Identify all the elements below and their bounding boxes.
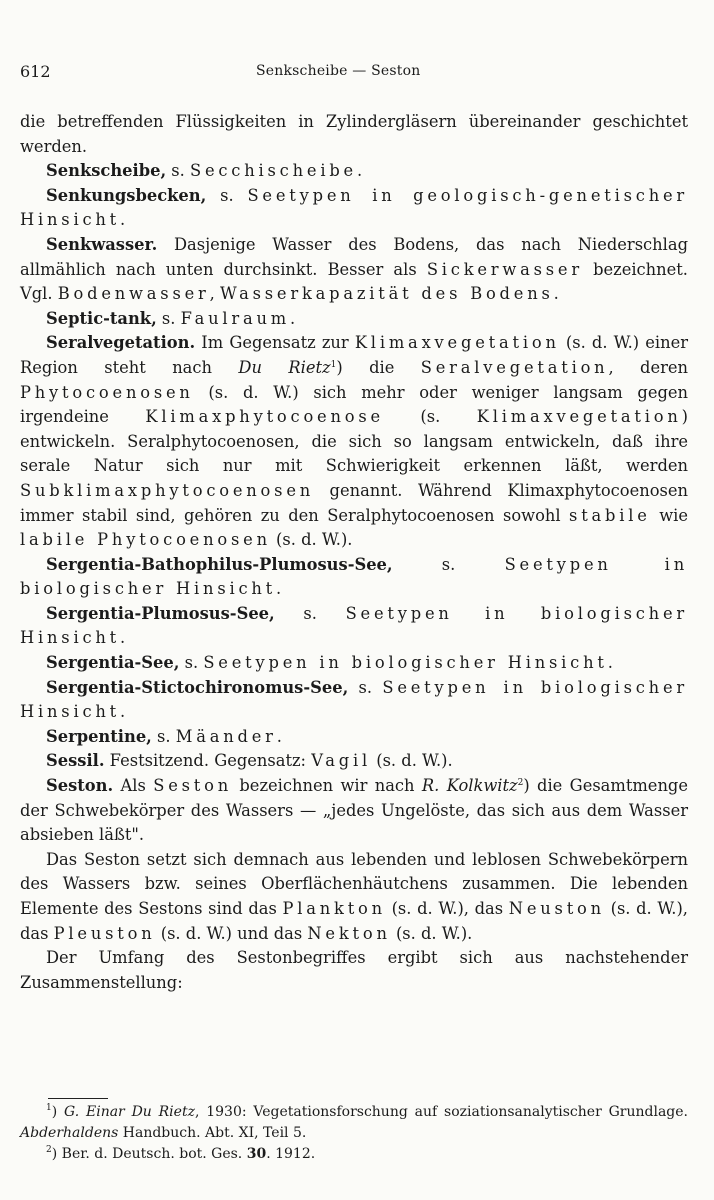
entry-end: .: [290, 308, 296, 328]
entry-end: .: [607, 653, 613, 673]
page-number: 612: [20, 62, 51, 81]
footnote-marker: 1: [330, 359, 337, 370]
headword: Sergentia-Bathophilus-Plumosus-See,: [46, 554, 393, 574]
cross-reference: Seetypen in biologischer Hinsicht: [20, 603, 688, 648]
footnote-marker: 2: [517, 778, 524, 789]
headword: Sergentia-Stictochironomus-See,: [46, 677, 349, 697]
cross-reference: Seetypen in biologischer Hinsicht: [20, 554, 688, 599]
entry-text: (s. d. W.) und das: [155, 923, 308, 943]
cross-reference: Mäander: [175, 726, 277, 746]
entry-serpentine: [20, 725, 688, 750]
see-label: s.: [179, 653, 204, 673]
headword: Sessil.: [46, 751, 105, 771]
headword: Seralvegetation.: [46, 333, 196, 353]
entry-text: (s. d. W.).: [371, 751, 453, 771]
spaced-term: labile Phytocoenosen: [20, 530, 271, 550]
entry-text: Im Gegensatz zur: [195, 333, 355, 353]
entry-seston: [20, 774, 688, 848]
footnotes: [20, 1102, 688, 1165]
entry-text: bezeichnen wir nach: [232, 776, 422, 796]
cross-reference: Neuston: [508, 899, 605, 918]
headword: Senkungsbecken,: [46, 185, 207, 205]
cross-reference: Secchischeibe: [190, 161, 357, 181]
headword: Sergentia-Plumosus-See,: [46, 603, 275, 623]
footnote-1: $^1$) G. Einar Du Rietz, 1930: Vegetationsforschung auf soziationsanalytischer Grundlage. Abderhaldens Handbuch. Abt. XI, Teil 5.: [20, 1103, 688, 1141]
body-text: [20, 110, 688, 995]
entry-sessil: [20, 749, 688, 774]
entry-senkwasser: [20, 233, 688, 307]
cross-reference: Vagil: [311, 751, 372, 771]
entry-text: (s. d. W.) sich mehr oder weniger langsam gegen irgendeine: [20, 382, 688, 427]
entry-text: Als: [113, 776, 154, 796]
headword: Seston.: [46, 776, 114, 796]
running-title: Senkscheibe — Seston: [256, 63, 421, 79]
entry-senkungsbecken: [20, 184, 688, 233]
entry-text: wie: [650, 505, 688, 525]
spaced-term: Seralvegetation: [420, 357, 609, 377]
headword: Septic-tank,: [46, 308, 157, 328]
cross-reference: Seetypen in biologischer Hinsicht: [203, 653, 608, 673]
intro-paragraph: die betreffenden Flüssigkeiten in Zylindergläsern übereinander geschichtet werden.: [20, 112, 688, 156]
entry-text: ,: [209, 284, 220, 304]
editor-name: Abderhaldens: [20, 1125, 119, 1141]
cross-reference: Wasserkapazität des Bodens: [220, 284, 554, 304]
footnote-text: , 1930: Vegetationsforschung auf soziationsanalytischer Grundlage.: [194, 1104, 688, 1120]
headword: Senkwasser.: [46, 234, 158, 254]
entry-end: .: [120, 628, 126, 648]
spaced-term: Sickerwasser: [426, 259, 583, 279]
entry-text: (s. d. W.) einer Region steht nach: [20, 333, 688, 377]
entry-text: (s. d. W.).: [390, 923, 473, 943]
entry-text: Festsitzend. Gegensatz:: [104, 751, 312, 771]
entry-text: .: [553, 284, 559, 304]
spaced-term: stabile: [569, 505, 651, 525]
entry-text: (s. d. W.), das: [385, 899, 509, 918]
entry-plumosus-see: [20, 602, 688, 651]
headword: Senkscheibe,: [46, 161, 167, 181]
cross-reference: Seetypen in geologisch-genetischer Hinsicht: [20, 185, 688, 230]
entry-text: Dasjenige Wasser des Bodens, das nach Niederschlag allmählich nach unten durchsinkt. Besser als: [20, 234, 688, 279]
footnote-2: $^2$) Ber. d. Deutsch. bot. Ges. 30. 1912.: [46, 1145, 316, 1162]
cross-reference: Nekton: [307, 923, 391, 943]
spaced-term: Seston: [153, 776, 233, 796]
footnote-text: Ber. d. Deutsch. bot. Ges.: [57, 1146, 247, 1162]
seston-paragraph-3: Der Umfang des Sestonbegriffes ergibt sich aus nachstehender Zusammenstellung:: [20, 948, 688, 992]
headword: Sergentia-See,: [46, 653, 180, 673]
entry-stictochironomus-see: [20, 676, 688, 725]
footnote-number: 1: [46, 1103, 52, 1113]
entry-text: genannt. Während Klimaxphytocoenosen immer stabil sind, gehören zu den Seralphytocoenosen sowohl: [20, 480, 688, 525]
entry-sergentia-see: [20, 651, 688, 676]
cross-reference: Bodenwasser: [57, 284, 210, 304]
footnote-text: Handbuch. Abt. XI, Teil 5.: [118, 1125, 307, 1141]
entry-end: .: [276, 726, 282, 746]
footnote-rule: [48, 1098, 108, 1099]
spaced-term: Klimaxvegetation: [476, 407, 682, 427]
entry-text: ) die Gesamtmenge der Schwebekörper des Wassers — „jedes Ungelöste, das sich aus dem Wasser absieben läßt".: [20, 776, 688, 845]
entry-end: .: [356, 161, 363, 181]
volume-number: 30: [246, 1146, 267, 1162]
see-label: s.: [206, 185, 248, 205]
see-label: s.: [156, 308, 181, 328]
entry-text: (s. d. W.).: [270, 530, 353, 550]
entry-text: (s. d. W.), das: [20, 899, 688, 943]
entry-end: .: [120, 210, 126, 230]
spaced-term: Phytocoenosen: [20, 382, 194, 402]
seston-paragraph-2: [20, 848, 688, 946]
author-name: G. Einar Du Rietz: [64, 1104, 195, 1120]
running-head: [20, 62, 690, 86]
entry-seralvegetation: [20, 331, 688, 552]
entry-text: ) die: [336, 357, 421, 377]
spaced-term: Klimaxvegetation: [354, 333, 560, 353]
author-name: Du Rietz: [238, 357, 331, 377]
entry-text: , deren: [608, 357, 689, 377]
cross-reference: Faulraum: [180, 308, 291, 328]
entry-end: .: [276, 579, 282, 599]
see-label: s.: [274, 603, 346, 623]
headword: Serpentine,: [46, 726, 152, 746]
cross-reference: Plankton: [282, 899, 386, 918]
see-label: s.: [348, 677, 383, 697]
cross-reference: Pleuston: [53, 923, 156, 943]
entry-text: (s.: [383, 407, 477, 427]
author-name: R. Kolkwitz: [421, 776, 518, 796]
see-label: s.: [166, 161, 190, 181]
footnote-text: . 1912.: [266, 1146, 316, 1162]
spaced-term: Subklimaxphytocoenosen: [20, 480, 315, 500]
entry-septic-tank: [20, 307, 688, 332]
entry-bathophilus-plumosus-see: [20, 553, 688, 602]
see-label: s.: [392, 554, 505, 574]
entry-senkscheibe: [20, 159, 688, 184]
spaced-term: Klimaxphytocoenose: [145, 407, 384, 427]
entry-text: bezeichnet. Vgl.: [20, 259, 688, 304]
entry-text: ) entwickeln. Seralphytocoenosen, die sich so langsam entwickeln, daß ihre serale Natur sich nur mit Schwierigkeit erkennen läßt, werden: [20, 407, 688, 476]
see-label: s.: [151, 726, 176, 746]
footnote-number: 2: [46, 1145, 52, 1155]
entry-text: Das Seston setzt sich demnach aus lebenden und leblosen Schwebekörpern des Wassers bzw. seines Oberflächenhäutchens zusammen. Die lebenden Elemente des Sestons sind das: [20, 849, 688, 918]
cross-reference: Seetypen in biologischer Hinsicht: [20, 677, 688, 722]
entry-end: .: [120, 702, 126, 722]
